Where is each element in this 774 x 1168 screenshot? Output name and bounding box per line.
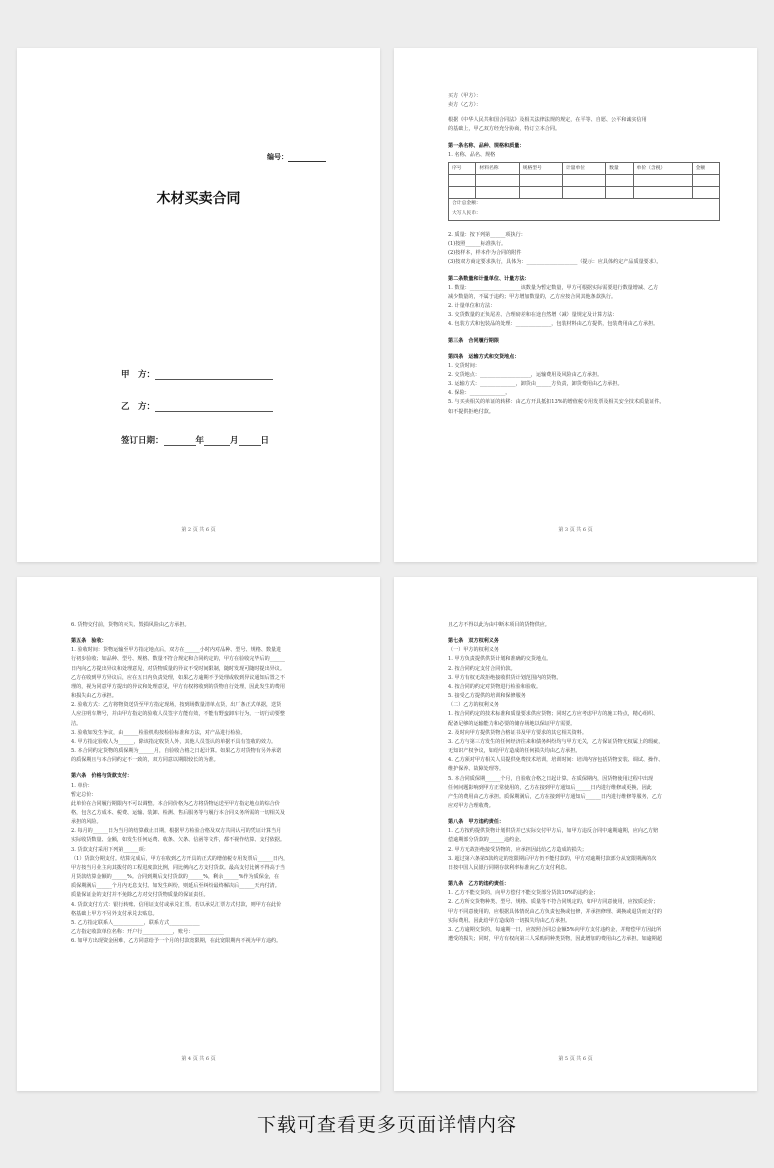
page-footer: 第 2 页 共 6 页: [181, 527, 216, 533]
page-4: [394, 577, 757, 1091]
text-line: (2)按样本，样本作为合同的附件: [448, 250, 522, 257]
text-line: 1. 数量：____________________该数量为暂定数量，甲方可根据实际需要进行数量增减、乙方: [448, 284, 659, 291]
text-line: 乙方在收到甲方异议后，应在五日内负责处理，如果乙方逾期不予处理或收到异议通知后置之不: [71, 674, 285, 681]
text-line: 和损失由乙方承担。: [71, 693, 117, 700]
party-a-field: 甲 方：: [121, 368, 273, 380]
text-line: 4. 按合同的约定对货物进行检验和验收。: [448, 683, 542, 690]
text-line: 应对甲方合理收费。: [448, 802, 494, 809]
section-heading: 第七条 双方权利义务: [448, 638, 499, 645]
text-line: 5. 乙方指定联系人____________，联系方式____________: [71, 919, 200, 926]
text-line: 甲方按当月业主向其拨付的工程进度款比例，同比例向乙方支付货款。最高支付比例不得高于当: [71, 864, 285, 871]
text-line: 5. 接受乙方提供的培训和保修服务: [448, 693, 526, 700]
text-line: 3. 运输方式：______________，卸货由______方负责，卸货费用由乙方承担。: [448, 381, 623, 388]
download-caption[interactable]: 下载可查看更多页面详情内容: [256, 1114, 517, 1136]
table-row: [449, 186, 720, 198]
section-heading: 第一条名称、品种、规格和质量：: [448, 142, 525, 149]
text-line: 3. 乙方逾期交货的，每逾期一日，应按照合同总金额5%向甲方支付违约金，并赔偿甲方因此所: [448, 926, 662, 933]
text-line: 2. 按合同约定支付合同价款。: [448, 665, 516, 672]
text-line: 2. 每月的______日为当月的结算截止日期，根据甲方检验合格及双方共同认可的凭证计算当月: [71, 828, 282, 835]
table-header-cell: 序号: [449, 162, 476, 174]
items-table: [448, 162, 720, 221]
text-line: 配备足够的运输能力和必要的储存场地以保证甲方需要。: [448, 720, 576, 727]
table-header-cell: 计量单位: [562, 162, 605, 174]
text-line: 格基础上甲方不另外支付承兑去贴息。: [71, 910, 158, 917]
text-line: 1. 甲方负责提供供货计划和准确的交货地点。: [448, 656, 552, 663]
page-cover: [17, 48, 380, 562]
text-line: 减少数量的，不属于违约；甲方增加数量的，乙方应按合同其他条款执行。: [448, 293, 617, 300]
text-line: (3)按双方商定要求执行，具体为：____________________（提示：应具体约定产品质量要求）。: [448, 259, 662, 266]
text-line: 维护保养、故障处理等。: [448, 766, 505, 773]
section-heading: 第二条数量和计量单位、计量方法：: [448, 275, 530, 282]
section-heading: 第三条 合同履行期限: [448, 337, 499, 344]
total-amount-label: 合计总金额：: [452, 201, 481, 207]
page-body: [448, 92, 717, 417]
text-line: 6. 如甲方出现资金困难，乙方同意给予一个月的付款宽限期，在此宽限期内不视为甲方违约。: [71, 938, 282, 945]
section-heading: 第六条 价格与货款支付：: [71, 773, 133, 780]
text-line: 4. 甲方指定验收人为______，除该指定收货人外，其他人员签认的单据不具有签收的效力。: [71, 738, 277, 745]
text-line: 4. 保险：______________。: [448, 390, 511, 397]
text-line: 日按中国人民银行同期存款利率标准向乙方支付利息。: [448, 864, 571, 871]
text-line: 甲方不同意使用的，应根据具体情况由乙方负责包换或包修，并承担修理、调换或退货而支付的: [448, 908, 662, 915]
text-line: 的质保期且与本合同约定不一致的，双方同意以期限较长的为准。: [71, 757, 219, 764]
page-footer: 第 4 页 共 6 页: [181, 1056, 216, 1062]
text-line: 5. 本合同约定货物的质保期为______月，自验收合格之日起计算。如果乙方对货物有另外承诺: [71, 748, 282, 755]
text-line: 此单价在合同履行期限内不可以调整。本合同价格为乙方将货物运送至甲方指定地点的综合价: [71, 800, 280, 807]
sign-date-field: 签订日期： 年 月 日: [121, 436, 270, 446]
text-line: 实际费用。因此给甲方造成的一切损失均由乙方承担。: [448, 917, 571, 924]
table-header-cell: 金额: [692, 162, 719, 174]
text-line: 3. 乙方与第三方发生的任何经济往来和债务纠纷均与甲方无关，乙方保证货物无权属上的瑕疵，: [448, 738, 664, 745]
text-line: 1. 乙方按约提供货物计划供货并已实际交付甲方后，如甲方违反合同中逾期逾期，应向乙方赔: [448, 828, 659, 835]
buyer-line: 买方（甲方）：: [448, 93, 482, 99]
section-heading: 第八条 甲方违约责任：: [448, 819, 505, 826]
text-line: 2. 交货地点：____________________，运输费用及风险由乙方承担。: [448, 371, 603, 378]
text-line: 1. 交货时间：: [448, 362, 480, 369]
page-body: [448, 621, 717, 944]
text-line: 格，包含乙方成本、税费、运输、装卸、检测、售后服务等与履行本合同义务所需的一切相关及: [71, 809, 285, 816]
text-line: 1. 单价：: [71, 782, 93, 789]
text-line: 2. 验收方式：乙方将物资送货至甲方指定现场，按到场数量清单点货，出厂条正式单据，送货: [71, 702, 282, 709]
text-line: 产生的费用由乙方承担。质保期满后，乙方在接到甲方通知后______日内进行维修等服务，乙方: [448, 793, 662, 800]
section-heading: 第九条 乙方的违约责任：: [448, 881, 510, 888]
table-header-cell: 数量: [606, 162, 633, 174]
text-line: 4. 包装方式和包装品的处理：______________，包装材料由乙方提供，包装费用由乙方承担。: [448, 321, 659, 328]
text-line: (1)按照______标准执行。: [448, 241, 507, 248]
text-line: 质保期满后______个月内无息支付。如发生纠纷，则延后至纠纷最终解决后______天内付清。: [71, 883, 280, 890]
text-line: 3. 甲方有权无故拒绝接收供货计划范围内的货物。: [448, 674, 562, 681]
section-heading: 第四条 运输方式和交货地点：: [448, 353, 520, 360]
intro-line: 根据《中华人民共和国合同法》及相关法律法规的规定，在平等、自愿、公平和诚实信用: [448, 117, 647, 124]
text-line: 1. 验收时间：货物运输至甲方指定地点后，双方在______小时内对品种、型号、规格、数量进: [71, 647, 282, 654]
text-line: （1）货款分期支付。结算完成后，甲方在收到乙方开具的正式的增值税专用发票后______日内，: [71, 855, 289, 862]
text-line: 遭受的损失；同时，甲方有权向第三人采购同种类货物，因此增加的费用由乙方承担。如逾期超: [448, 936, 662, 942]
text-line: 2. 乙方所交货物种类、型号、规格、质量等不符合同规定的，如甲方同意使用，应按质论价；: [448, 899, 659, 906]
text-line: 质量保证金的支付并不免除乙方对交付货物质量的保证责任。: [71, 892, 209, 899]
text-line: 实际收货数量、金额，如发生任何运费、收条、欠条、信函等文件，都不视作结算、支付依据。: [71, 837, 285, 844]
table-header-cell: 规格型号: [519, 162, 562, 174]
text-line: 行初步验收；如品种、型号、规格、数量不符合规定和合同约定的，甲方在验收完毕后的______: [71, 656, 285, 663]
table-header-cell: 单价（含税）: [633, 162, 692, 174]
text-line: 2. 及时向甲方提供货物合格证书及甲方要求的其它相关资料。: [448, 729, 587, 736]
text-line: 2. 计量单位和方法：: [448, 303, 496, 310]
text-line: 3. 超过第六条第5款约定的宽限期后甲方仍不能付款的，甲方对逾期付款部分从宽限期满的次: [448, 855, 657, 862]
text-line: 理的，视为同意甲方提出的异议和处理意见，甲方有权将收到的货物自行处理，因此发生的费用: [71, 683, 285, 690]
text-line: 日内向乙方提出异议和处理意见，对货物质量的异议不受时间限制，随时发现可随时提出异议。: [71, 665, 285, 672]
text-line: （一）甲方的权利义务: [448, 647, 499, 654]
total-amount-cn-label: 大写人民币：: [452, 211, 481, 217]
page-2: [394, 48, 757, 562]
text-line: 3. 验收如发生争议，由______检验机构按检验标准和方法，对产品进行检验。: [71, 729, 246, 736]
page-footer: 第 5 页 共 6 页: [558, 1056, 593, 1062]
text-line: 承担的风险。: [71, 819, 102, 826]
text-line: 无知识产权争议，如给甲方造成的任何损失均由乙方承担。: [448, 748, 581, 755]
text-line: 且乙方不得以此为由中断本项目的货物供应。: [448, 622, 550, 628]
text-line: 1. 按合同约定的技术标准和质量要求供应货物；同时乙方应考虑甲方的施工特点，精心组织、: [448, 711, 659, 718]
text-line: 乙方指定收款单位名称：开户行____________，账号：____________: [71, 929, 224, 935]
table-row: [449, 174, 720, 186]
table-total-row: [449, 198, 720, 220]
document-title: 木材买卖合同: [156, 191, 241, 207]
text-line: 2. 甲方无故拒绝接受货物的，应承担因此给乙方造成的损失；: [448, 846, 587, 853]
page-3: [17, 577, 380, 1091]
text-line: 5. 与买卖相关的单证的转移：由乙方开具抵扣13%的增值税专用发票及相关安全技术质量证件。: [448, 399, 665, 406]
page-footer: 第 3 页 共 6 页: [558, 527, 593, 533]
text-line: 任何问题影响到甲方正常使用的，乙方在接到甲方通知后______日内进行维修或更换，因此: [448, 784, 652, 791]
text-line: 人应注明车牌号，并由甲方指定的验收人员签字方能有效，不能有野蛮卸车行为，一切行动要整: [71, 711, 285, 718]
text-line: （二）乙方的权利义务: [448, 702, 499, 709]
text-line: 4. 乙方须对甲方相关人员提供免费技术培训，培训时间：培训内容包括货物安装、调试、操作、: [448, 757, 664, 764]
page-body: [71, 621, 340, 946]
text-line: 洁。: [71, 720, 82, 727]
text-line: 6. 货物交付前，货物的灭失、毁损风险由乙方承担。: [71, 622, 190, 628]
text-line: 如不提供拒绝付款。: [448, 408, 494, 415]
intro-line: 的基础上，甲乙双方经充分协商，特订立本合同。: [448, 126, 561, 133]
contract-number: 编号：: [267, 152, 326, 162]
text-line: 暂定总价：: [71, 791, 97, 798]
text-line: 偿逾期部分货款的______违约金。: [448, 837, 525, 844]
text-line: 5. 本合同质保期______个月，自验收合格之日起计算。在质保期内，因货物使用过程中出现: [448, 775, 654, 782]
text-line: 3. 交货数量的正负尾差、合理磅差和在途自然增（减）量规定及计算方法：: [448, 312, 618, 319]
party-b-field: 乙 方：: [121, 400, 273, 412]
seller-line: 卖方（乙方）：: [448, 102, 482, 109]
section-heading: 第五条 验收：: [71, 638, 107, 645]
text-line: 月货款结算金额的______%。合同到期后支付货款的______%，剩余______%作为质保金，在: [71, 874, 280, 881]
text-line: 1. 乙方不能交货的，向甲方偿付不能交货部分货款10%的违约金；: [448, 890, 599, 897]
text-line: 1. 名称、品名、规格: [448, 151, 496, 158]
table-header-cell: 材料名称: [476, 162, 519, 174]
text-line: 4. 货款支付方式：银行转账、信用证支付或承兑汇票。若以承兑汇票方式付款，则甲方在此价: [71, 901, 282, 908]
text-line: 3. 货款支付采用下列第______项：: [71, 846, 149, 853]
text-line: 2. 质量：按下列第______项执行：: [448, 231, 526, 238]
table-header-row: [449, 162, 720, 174]
